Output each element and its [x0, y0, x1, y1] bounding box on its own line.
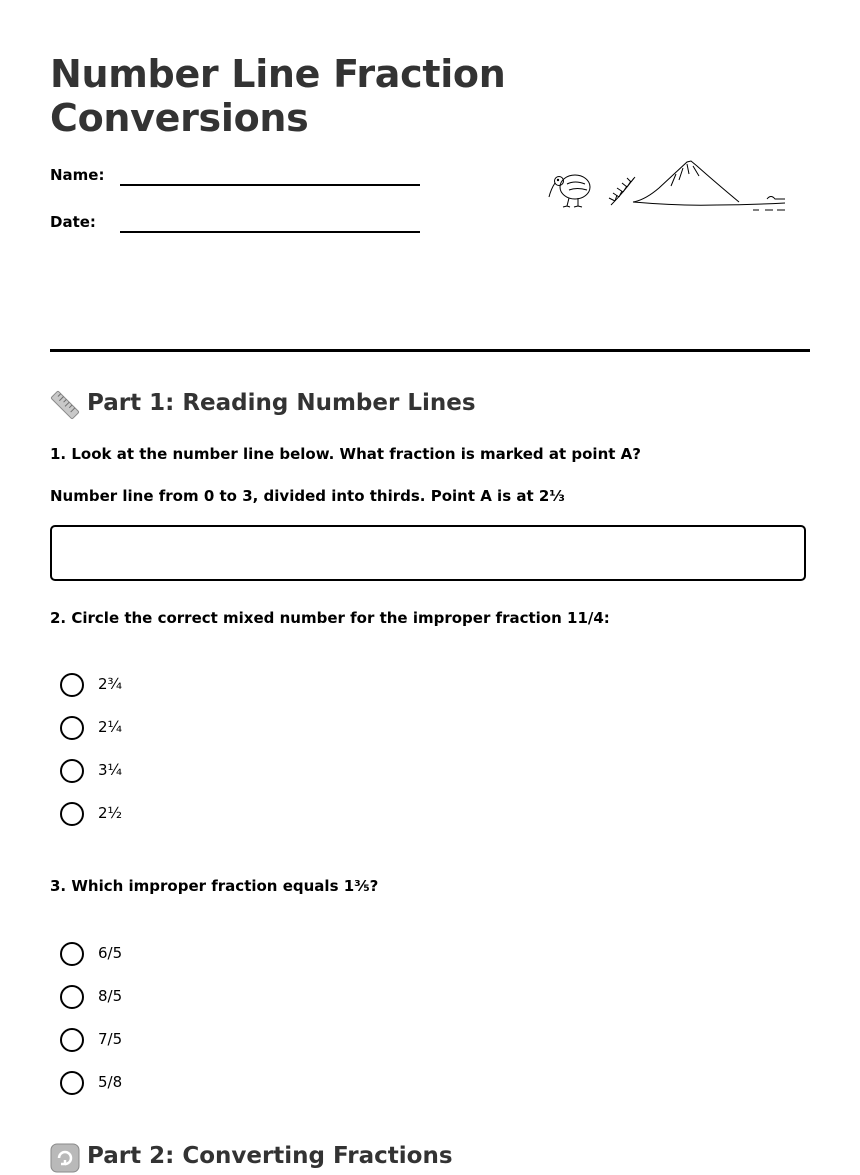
date-line[interactable]	[120, 231, 420, 233]
question-2-option[interactable]	[60, 759, 360, 785]
radio-button[interactable]	[60, 942, 84, 966]
date-label: Date:	[50, 213, 96, 231]
question-3-option[interactable]	[60, 1071, 360, 1097]
option-label: 3¼	[98, 761, 123, 779]
question-1: 1. Look at the number line below. What fraction is marked at point A?	[50, 445, 641, 463]
name-label: Name:	[50, 166, 105, 184]
question-2-option[interactable]	[60, 673, 360, 699]
radio-button[interactable]	[60, 985, 84, 1009]
option-label: 5/8	[98, 1073, 123, 1091]
page-title: Number Line Fraction Conversions	[50, 52, 506, 140]
question-3-option[interactable]	[60, 1028, 360, 1054]
part1-title: Part 1: Reading Number Lines	[87, 390, 476, 416]
name-field-row	[50, 166, 420, 196]
question-3-option[interactable]	[60, 942, 360, 968]
date-field-row	[50, 213, 420, 243]
option-label: 2¼	[98, 718, 123, 736]
option-label: 7/5	[98, 1030, 123, 1048]
header-divider	[50, 349, 810, 352]
radio-button[interactable]	[60, 1028, 84, 1052]
radio-button[interactable]	[60, 1071, 84, 1095]
kiwi-bird-icon	[549, 175, 590, 207]
option-label: 2½	[98, 804, 123, 822]
option-label: 8/5	[98, 987, 123, 1005]
question-1-description: Number line from 0 to 3, divided into thirds. Point A is at 2⅓	[50, 487, 565, 505]
question-2: 2. Circle the correct mixed number for the improper fraction 11/4:	[50, 609, 610, 627]
question-3: 3. Which improper fraction equals 1⅗?	[50, 877, 379, 895]
fern-icon	[609, 177, 635, 205]
question-1-answer-box[interactable]	[50, 525, 806, 581]
question-3-option[interactable]	[60, 985, 360, 1011]
radio-button[interactable]	[60, 802, 84, 826]
header-illustration	[547, 150, 792, 220]
ruler-icon	[50, 390, 80, 420]
option-label: 2¾	[98, 675, 123, 693]
part1-heading	[50, 388, 810, 422]
option-label: 6/5	[98, 944, 123, 962]
radio-button[interactable]	[60, 673, 84, 697]
part2-title: Part 2: Converting Fractions	[87, 1143, 453, 1169]
question-2-option[interactable]	[60, 802, 360, 828]
refresh-icon	[50, 1143, 80, 1173]
part2-heading	[50, 1141, 810, 1175]
mountain-icon	[633, 161, 785, 210]
radio-button[interactable]	[60, 716, 84, 740]
radio-button[interactable]	[60, 759, 84, 783]
question-2-option[interactable]	[60, 716, 360, 742]
name-line[interactable]	[120, 184, 420, 186]
